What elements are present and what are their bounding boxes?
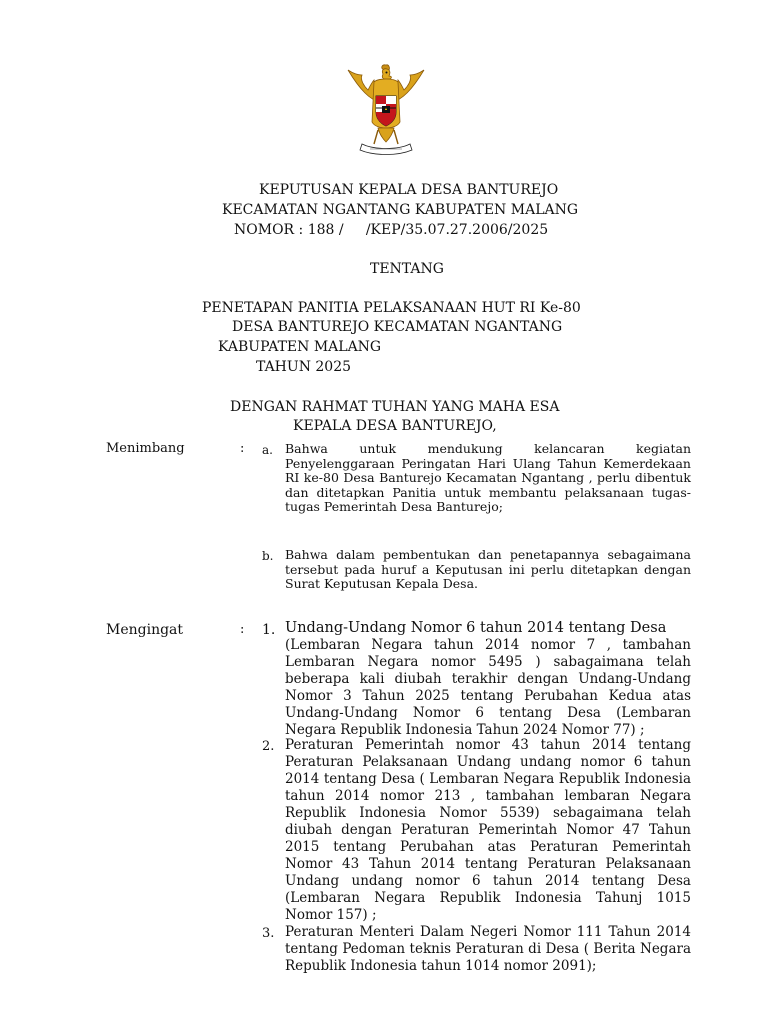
subject-line: PENETAPAN PANITIA PELAKSANAAN HUT RI Ke-80 (202, 300, 581, 316)
garuda-emblem-icon (340, 60, 432, 160)
item-marker: a. (262, 443, 273, 457)
preamble-line: DENGAN RAHMAT TUHAN YANG MAHA ESA (230, 399, 560, 415)
decree-subtitle: KECAMATAN NGANTANG KABUPATEN MALANG (222, 202, 579, 218)
item-first-line: Undang-Undang Nomor 6 tahun 2014 tentang Desa (285, 620, 667, 636)
item-marker: 3. (262, 926, 275, 941)
item-marker: 1. (262, 622, 276, 638)
item-marker: b. (262, 549, 274, 563)
preamble-line: KEPALA DESA BANTUREJO, (293, 418, 497, 434)
mengingat-item-2: Peraturan Pemerintah nomor 43 tahun 2014 tentang Peraturan Pelaksanaan Undang undang nomor 6 tahun 2014 tentang Desa ( Lembaran Negara Republik Indonesia tahun 2014 nomor 213 , tambahan lembaran Negara Republik Indonesia Nomor 5539) sebagaimana telah diubah dengan Peraturan Pemerintah Nomor 47 Tahun 2015 tentang Perubahan atas Peraturan Pemerintah Nomor 43 Tahun 2014 tentang Peraturan Pelaksanaan Undang undang nomor 6 tahun 2014 tentang Desa (Lembaran Negara Republik Indonesia Tahunj 1015 Nomor 157) ; (285, 737, 691, 923)
menimbang-item-a: Bahwa untuk mendukung kelancaran kegiatan Penyelenggaraan Peringatan Hari Ulang Tahun Kemerdekaan RI ke-80 Desa Banturejo Kecamatan Ngantang , perlu dibentuk dan ditetapkan Panitia untuk membantu pelaksanaan tugas-tugas Pemerintah Desa Banturejo; (285, 441, 691, 515)
item-marker: 2. (262, 739, 275, 754)
subject-line: DESA BANTUREJO KECAMATAN NGANTANG (232, 319, 563, 335)
subject-line: KABUPATEN MALANG (218, 339, 382, 355)
decree-title: KEPUTUSAN KEPALA DESA BANTUREJO (259, 182, 559, 198)
menimbang-item-b: Bahwa dalam pembentukan dan penetapannya sebagaimana tersebut pada huruf a Keputusan ini perlu ditetapkan dengan Surat Keputusan Kepala Desa. (285, 547, 691, 592)
subject-line: TAHUN 2025 (256, 359, 352, 375)
colon: : (240, 441, 245, 456)
colon: : (240, 622, 245, 637)
mengingat-item-1 (285, 620, 691, 739)
tentang-heading: TENTANG (370, 261, 444, 277)
decree-number: NOMOR : 188 / /KEP/35.07.27.2006/2025 (234, 222, 549, 238)
mengingat-label: Mengingat (106, 622, 184, 638)
menimbang-label: Menimbang (106, 441, 185, 456)
mengingat-item-3: Peraturan Menteri Dalam Negeri Nomor 111 Tahun 2014 tentang Pedoman teknis Peraturan di Desa ( Berita Negara Republik Indonesia tahun 1014 nomor 2091); (285, 924, 691, 974)
item-text: (Lembaran Negara tahun 2014 nomor 7 , tambahan Lembaran Negara nomor 5495 ) sabagaimana telah beberapa kali diubah terakhir dengan Undang-Undang Nomor 3 Tahun 2025 tentang Perubahan Kedua atas Undang-Undang Nomor 6 tentang Desa (Lembaran Negara Republik Indonesia Tahun 2024 Nomor 77) ; (285, 637, 691, 738)
